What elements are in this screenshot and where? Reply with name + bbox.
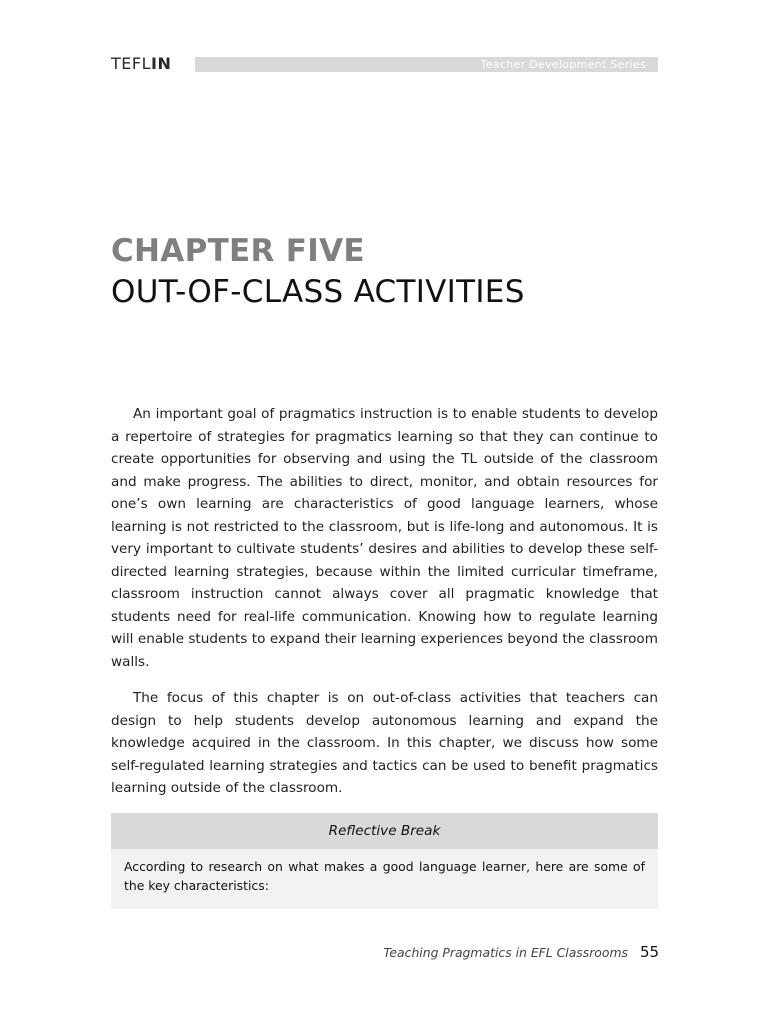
chapter-number: CHAPTER FIVE [111, 233, 365, 269]
page-header [111, 54, 658, 76]
paragraph-2: The focus of this chapter is on out-of-class activities that teachers can design to help students develop autonomous learning and expand the knowledge acquired in the classroom. In this chapter, we discuss how some self-regulated learning strategies and tactics can be used to benefit pragmatics learning outside of the classroom. [111, 690, 658, 796]
chapter-title: OUT-OF-CLASS ACTIVITIES [111, 274, 525, 310]
series-banner [195, 57, 658, 72]
paragraph-1: An important goal of pragmatics instruction is to enable students to develop a repertoire of strategies for pragmatics learning so that they can continue to create opportunities for observing and using the TL outside of the classroom and make progress. The abilities to direct, monitor, and obtain resources for one’s own learning are characteristics of good language learners, whose learning is not restricted to the classroom, but is life-long and autonomous. It is very important to cultivate students’ desires and abilities to develop these self-directed learning strategies, because within the limited curricular timeframe, classroom instruction cannot always cover all pragmatic knowledge that students need for real-life communication. Knowing how to regulate learning will enable students to expand their learning experiences beyond the classroom walls. [111, 406, 658, 670]
teflin-logo [111, 54, 171, 73]
reflective-break-body: According to research on what makes a good language learner, here are some of the key characteristics: [111, 849, 658, 909]
brand-part2: IN [151, 54, 172, 73]
page-number: 55 [640, 943, 660, 961]
footer-book-title: Teaching Pragmatics in EFL Classrooms [383, 945, 628, 960]
reflective-break-heading: Reflective Break [111, 813, 658, 849]
brand-part1: TEFL [111, 54, 151, 73]
body-text [111, 403, 658, 814]
series-title: Teacher Development Series [480, 58, 646, 71]
